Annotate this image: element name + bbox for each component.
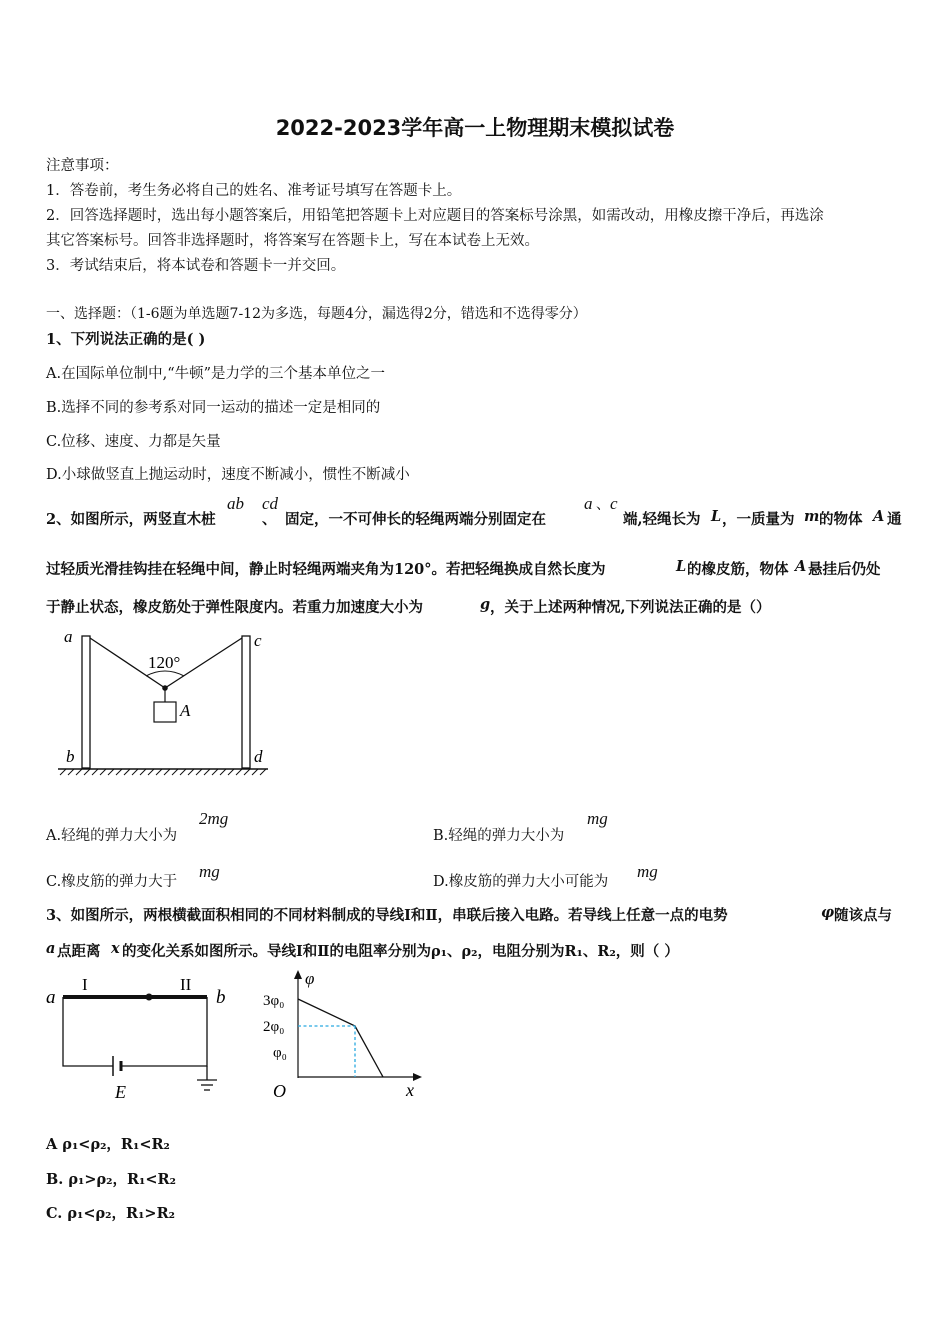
q2-stem-part3: 端,轻绳长为: [623, 511, 701, 528]
q2-option-d: D.橡皮筋的弹力大小可能为: [433, 874, 609, 890]
q2-end-c: c: [610, 494, 618, 513]
note-2b: 其它答案标号。回答非选择题时，将答案写在答题卡上，写在本试卷上无效。: [46, 233, 539, 249]
q1-option-a: A.在国际单位制中,“牛顿”是力学的三个基本单位之一: [46, 366, 386, 382]
q2-stem-part4: ，一质量为: [722, 511, 795, 528]
circuit-label-II: II: [180, 975, 192, 994]
page-title: 2022-2023学年高一上物理期末模拟试卷: [275, 116, 675, 140]
q1-stem: 1、下列说法正确的是( ): [46, 331, 206, 348]
q2-sep2: 、: [596, 498, 610, 513]
q2-option-d-value: mg: [637, 862, 658, 881]
q2-mass-m: m: [804, 508, 820, 525]
q2-stake-ab: ab: [227, 494, 244, 513]
q2-line2-A: A: [795, 558, 807, 575]
q2-gravity-g: g: [480, 596, 491, 613]
q2-stem-part5: 的物体: [819, 511, 863, 528]
q2-line2a: 过轻质光滑挂钩挂在轻绳中间，静止时轻绳两端夹角为120°。若把轻绳换成自然长度为: [46, 561, 606, 578]
circuit-label-b: b: [216, 987, 226, 1008]
graph-axis-x: x: [406, 1080, 414, 1100]
fig-label-d: d: [254, 747, 263, 766]
q3-option-a: A ρ₁<ρ₂，R₁<R₂: [46, 1136, 170, 1153]
q3-phi: φ: [821, 904, 835, 921]
q2-option-a-value: 2mg: [199, 809, 229, 828]
q2-object-A: A: [873, 508, 885, 525]
q2-end-a: a: [584, 494, 593, 513]
q2-stem-part6: 通: [887, 511, 902, 528]
q2-sep: 、: [262, 511, 277, 528]
q2-option-c-value: mg: [199, 862, 220, 881]
q2-stakes-figure: [46, 622, 286, 782]
note-1: 1．答卷前，考生务必将自己的姓名、准考证号填写在答题卡上。: [46, 183, 462, 199]
fig-label-a: a: [64, 627, 73, 646]
note-2a: 2．回答选择题时，选出每小题答案后，用铅笔把答题卡上对应题目的答案标号涂黑，如需改动，用橡皮擦干净后，再选涂: [46, 208, 824, 224]
q3-circuit-figure: [40, 970, 240, 1105]
fig-angle-label: 120°: [148, 653, 181, 672]
q2-stake-cd: cd: [262, 494, 279, 513]
q2-stem-part1: 2、如图所示，两竖直木桩: [46, 511, 216, 528]
q2-line3a: 于静止状态，橡皮筋处于弹性限度内。若重力加速度大小为: [46, 599, 423, 616]
note-3: 3．考试结束后，将本试卷和答题卡一并交回。: [46, 258, 346, 274]
notes-heading: 注意事项：: [46, 158, 119, 174]
q3-point-a: a: [46, 940, 56, 957]
circuit-label-E: E: [115, 1082, 126, 1102]
q3-option-b: B. ρ₁>ρ₂，R₁<R₂: [46, 1171, 176, 1188]
circuit-label-I: I: [82, 975, 88, 994]
q3-line2b: 点距离: [57, 943, 101, 960]
q2-line2c: 悬挂后仍处: [808, 561, 881, 578]
graph-tick-3phi0: 3φ₀: [263, 993, 285, 1009]
section-heading: 一、选择题：（1-6题为单选题7-12为多选，每题4分，漏选得2分，错选和不选得零分）: [46, 306, 587, 322]
q2-line2b: 的橡皮筋，物体: [687, 561, 789, 578]
q1-option-d: D.小球做竖直上抛运动时，速度不断减小，惯性不断减小: [46, 467, 410, 483]
graph-tick-phi0: φ₀: [273, 1045, 287, 1061]
fig-label-b: b: [66, 747, 75, 766]
graph-tick-2phi0: 2φ₀: [263, 1019, 285, 1035]
q2-option-b-value: mg: [587, 809, 608, 828]
q2-line3b: ，关于上述两种情况,下列说法正确的是（）: [490, 599, 771, 616]
graph-origin: O: [273, 1081, 286, 1101]
q3-option-c: C. ρ₁<ρ₂，R₁>R₂: [46, 1205, 175, 1222]
fig-block-label: A: [180, 701, 191, 720]
fig-label-c: c: [254, 631, 262, 650]
q1-option-b: B.选择不同的参考系对同一运动的描述一定是相同的: [46, 400, 381, 416]
q1-option-c: C.位移、速度、力都是矢量: [46, 434, 221, 450]
q2-option-c: C.橡皮筋的弹力大于: [46, 874, 178, 890]
q3-line1b: 随该点与: [834, 907, 892, 924]
q3-potential-graph: [255, 966, 435, 1106]
circuit-label-a: a: [46, 987, 56, 1008]
q2-stem-part2: 固定，一不可伸长的轻绳两端分别固定在: [285, 511, 546, 528]
q2-length-L: L: [711, 508, 722, 525]
q3-distance-x: x: [111, 940, 120, 957]
q3-line2c: 的变化关系如图所示。导线Ⅰ和Ⅱ的电阻率分别为ρ₁、ρ₂，电阻分别为R₁、R₂，则（ ）: [122, 943, 679, 960]
q2-option-b: B.轻绳的弹力大小为: [433, 828, 565, 844]
q2-option-a: A.轻绳的弹力大小为: [46, 828, 178, 844]
graph-axis-phi: φ: [305, 969, 315, 988]
q3-line1a: 3、如图所示，两根横截面积相同的不同材料制成的导线Ⅰ和Ⅱ，串联后接入电路。若导线上任意一点的电势: [46, 907, 728, 924]
q2-line2-L: L: [676, 558, 687, 575]
